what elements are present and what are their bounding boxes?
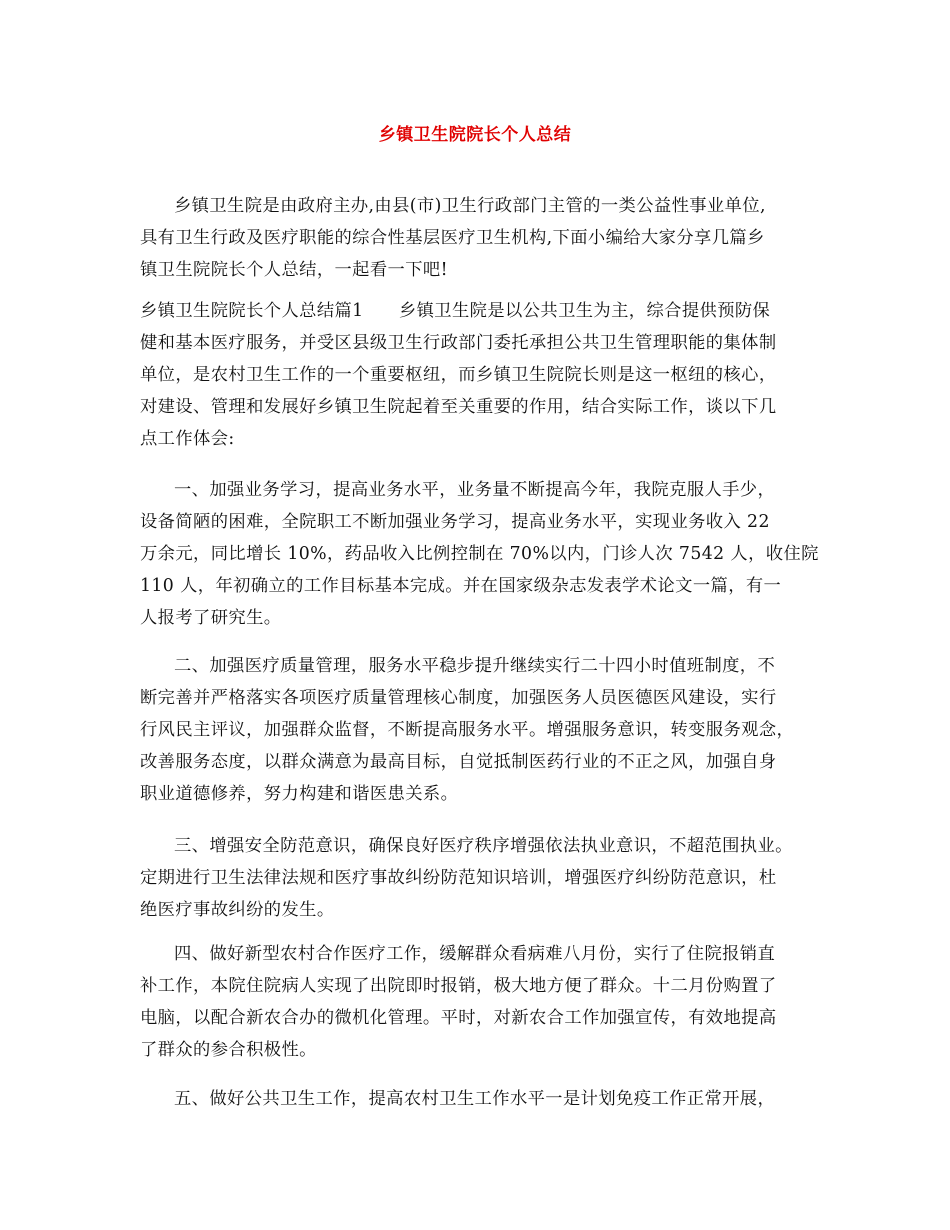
paragraph-line: 人报考了研究生。 [140,608,282,628]
paragraph-line: 110 人，年初确立的工作目标基本完成。并在国家级杂志发表学术论文一篇，有一 [140,576,782,596]
paragraph-line: 具有卫生行政及医疗职能的综合性基层医疗卫生机构,下面小编给大家分享几篇乡 [140,228,765,248]
paragraph-line: 健和基本医疗服务，并受区县级卫生行政部门委托承担公共卫生管理职能的集体制 [140,333,777,353]
paragraph-line: 对建设、管理和发展好乡镇卫生院起着至关重要的作用，结合实际工作，谈以下几 [140,397,777,417]
paragraph-line: 一、加强业务学习，提高业务水平，业务量不断提高今年，我院克服人手少， [174,480,776,500]
paragraph-line: 四、做好新型农村合作医疗工作，缓解群众看病难八月份，实行了住院报销直 [174,944,776,964]
paragraph-line: 设备简陋的困难，全院职工不断加强业务学习，提高业务水平，实现业务收入 22 [140,512,770,532]
paragraph-line: 行风民主评议，加强群众监督，不断提高服务水平。增强服务意识，转变服务观念， [140,720,795,740]
paragraph-line: 断完善并严格落实各项医疗质量管理核心制度，加强医务人员医德医风建设，实行 [140,688,777,708]
paragraph-line: 了群众的参合积极性。 [140,1040,317,1060]
paragraph-line: 单位，是农村卫生工作的一个重要枢纽，而乡镇卫生院院长则是这一枢纽的核心， [140,365,777,385]
paragraph-line: 二、加强医疗质量管理，服务水平稳步提升继续实行二十四小时值班制度，不 [174,656,776,676]
paragraph-line: 绝医疗事故纠纷的发生。 [140,900,335,920]
paragraph-line: 定期进行卫生法律法规和医疗事故纠纷防范知识培训，增强医疗纠纷防范意识，杜 [140,868,777,888]
paragraph-line: 补工作，本院住院病人实现了出院即时报销，极大地方便了群众。十二月份购置了 [140,976,777,996]
paragraph-line: 点工作体会: [140,429,235,449]
paragraph-line: 万余元，同比增长 10%，药品收入比例控制在 70%以内，门诊人次 7542 人，收住院 [140,544,819,564]
document-title: 乡镇卫生院院长个人总结 [378,125,572,145]
paragraph-line: 改善服务态度，以群众满意为最高目标，自觉抵制医药行业的不正之风，加强自身 [140,752,777,772]
paragraph-line: 乡镇卫生院是由政府主办,由县(市)卫生行政部门主管的一类公益性事业单位, [174,196,766,216]
paragraph-line: 职业道德修养，努力构建和谐医患关系。 [140,784,459,804]
paragraph-line: 镇卫生院院长个人总结，一起看一下吧! [140,260,448,280]
paragraph-line: 乡镇卫生院院长个人总结篇1 乡镇卫生院是以公共卫生为主，综合提供预防保 [140,301,771,321]
paragraph-line: 三、增强安全防范意识，确保良好医疗秩序增强依法执业意识，不超范围执业。 [174,836,793,856]
paragraph-line: 五、做好公共卫生工作，提高农村卫生工作水平一是计划免疫工作正常开展， [174,1089,776,1109]
paragraph-line: 电脑，以配合新农合办的微机化管理。平时，对新农合工作加强宣传，有效地提高 [140,1008,777,1028]
